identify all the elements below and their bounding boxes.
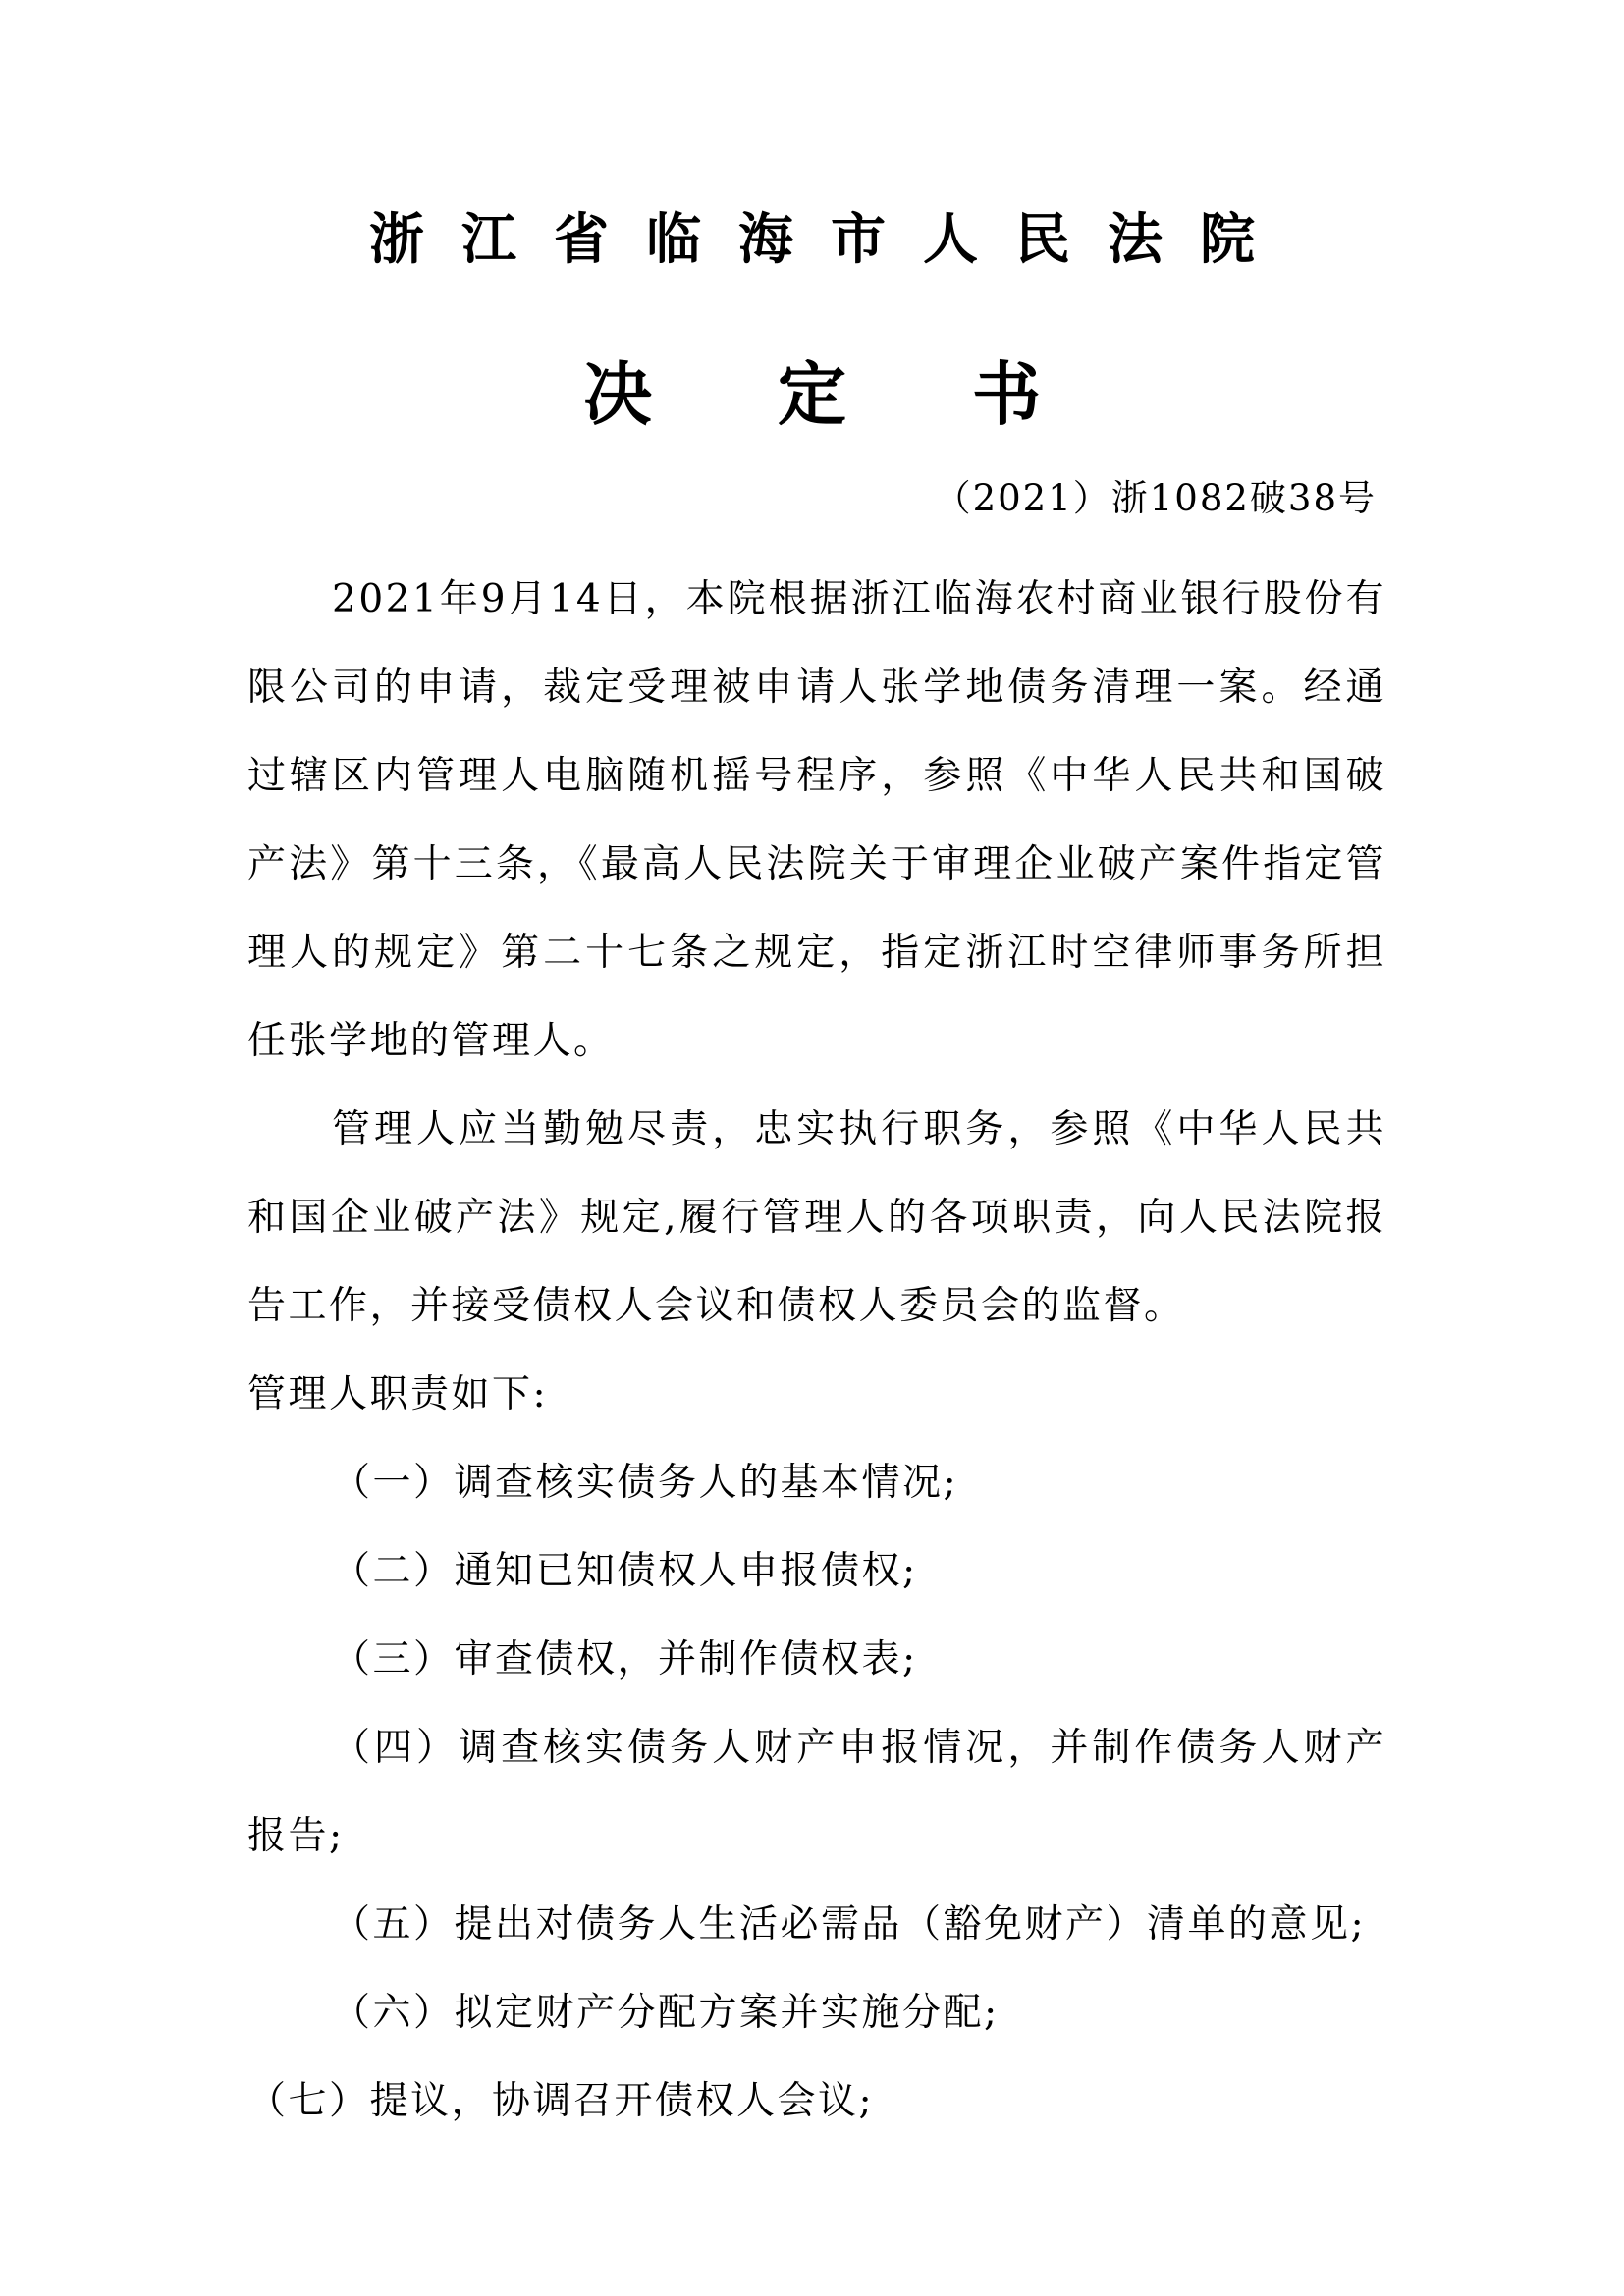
document-title: 决定书 [583,354,1166,435]
duty-item-5: （五）提出对债务人生活必需品（豁免财产）清单的意见; [332,1902,1367,1947]
duty-item-1: （一）调查核实债务人的基本情况; [332,1461,959,1505]
duty-item-6: （六）拟定财产分配方案并实施分配; [332,1991,1000,2035]
duties-intro: 管理人职责如下: [247,1372,549,1416]
case-number: （2021）浙1082破38号 [934,477,1377,519]
document-body [247,556,1386,2146]
court-name-heading: 浙江省临海市人民法院 [369,208,1292,272]
paragraph-duties-statement: 管理人应当勤勉尽责，忠实执行职务，参照《中华人民共和国企业破产法》规定,履行管理人的各项职责，向人民法院报告工作，并接受债权人会议和债权人委员会的监督。 [247,1107,1386,1328]
duty-item-3: （三）审查债权，并制作债权表; [332,1637,918,1682]
duty-item-4: （四）调查核实债务人财产申报情况，并制作债务人财产报告; [247,1726,1386,1858]
duty-item-7: （七）提议，协调召开债权人会议; [247,2079,875,2123]
duty-item-2: （二）通知已知债权人申报债权; [332,1549,918,1593]
paragraph-appointment: 2021年9月14日，本院根据浙江临海农村商业银行股份有限公司的申请，裁定受理被申请人张学地债务清理一案。经通过辖区内管理人电脑随机摇号程序，参照《中华人民共和国破产法》第十三条，《最高人民法院关于审理企业破产案件指定管理人的规定》第二十七条之规定，指定浙江时空律师事务所担任张学地的管理人。 [247,577,1386,1063]
